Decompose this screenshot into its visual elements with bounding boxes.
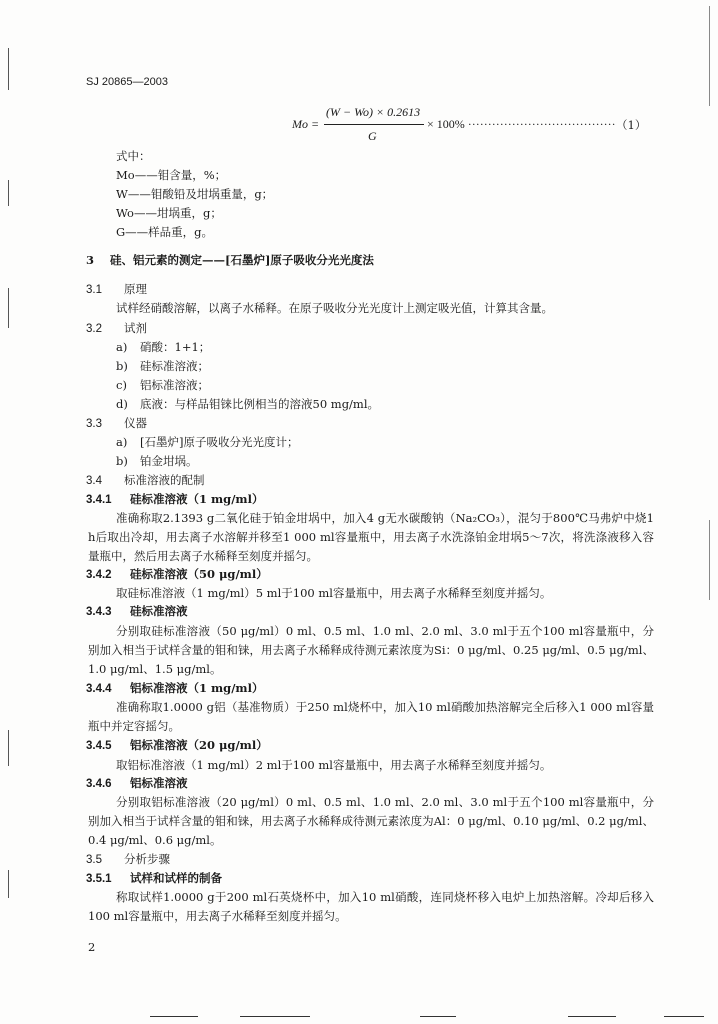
formula-lhs: Mo = (292, 117, 320, 131)
where-item: Mo——钼含量，%； (116, 168, 227, 182)
scan-edge-line (568, 1016, 616, 1017)
section-heading (86, 472, 205, 488)
scan-edge-line (8, 288, 9, 328)
list-item: b) 铂金坩埚。 (116, 454, 198, 468)
section-title: 硅、铝元素的测定——[石墨炉]原子吸收分光光度法 (110, 253, 374, 267)
section-number: 3.4.1 (86, 494, 112, 506)
section-title: 仪器 (124, 416, 147, 430)
scan-edge-line (240, 1016, 310, 1017)
scan-edge-line (8, 180, 9, 206)
section-heading (86, 281, 147, 297)
section-number: 3.4.5 (86, 740, 112, 752)
paragraph: 分别取硅标准溶液（50 μg/ml）0 ml、0.5 ml、1.0 ml、2.0 ml、3.0 ml于五个100 ml容量瓶中，分别加入相当于试样含量的钼和铼，用去离子水稀释成待测元素浓度为Si：0 μg/ml、0.25 μg/ml、0.5 μg/ml、1.0 μg/ml、1.5 μg/ml。 (88, 624, 654, 676)
list-item: a) 硝酸：1+1； (116, 340, 211, 354)
section-title: 标准溶液的配制 (124, 473, 205, 487)
scan-edge-line (8, 870, 9, 898)
scan-edge-line (8, 730, 9, 766)
section-number: 3.4.6 (86, 778, 112, 790)
formula-numerator: (W − Wo) × 0.2613 (326, 105, 421, 119)
fraction-bar (324, 124, 424, 125)
page-number: 2 (88, 940, 96, 954)
section-title: 铝标准溶液 (130, 776, 188, 790)
section-title: 试剂 (124, 321, 147, 335)
section-number: 3.5 (86, 854, 102, 866)
section-heading (86, 680, 263, 696)
formula-tail: × 100% ····································· (427, 117, 616, 131)
formula-denominator: G (368, 129, 377, 143)
section-heading (86, 252, 374, 268)
section-number: 3.4.4 (86, 683, 112, 695)
scan-edge-line (8, 48, 9, 90)
scan-edge-line (420, 1016, 456, 1017)
paragraph: 准确称取1.0000 g铝（基准物质）于250 ml烧杯中，加入10 ml硝酸加热溶解完全后移入1 000 ml容量瓶中并定容摇匀。 (88, 700, 654, 733)
scan-edge-line (664, 1016, 704, 1017)
list-item: a) [石墨炉]原子吸收分光光度计； (116, 435, 299, 449)
list-item: b) 硅标准溶液； (116, 359, 209, 373)
section-title: 硅标准溶液（50 μg/ml） (130, 567, 268, 581)
list-item: d) 底液：与样品钼铼比例相当的溶液50 mg/ml。 (116, 397, 380, 411)
list-item: c) 铝标准溶液； (116, 378, 209, 392)
scan-edge-line (709, 6, 710, 106)
section-heading (86, 737, 268, 753)
formula-number: （1） (616, 118, 647, 132)
section-heading (86, 320, 147, 336)
scan-edge-line (150, 1016, 198, 1017)
where-item: W——钼酸铅及坩埚重量，g； (116, 187, 274, 201)
paragraph: 称取试样1.0000 g于200 ml石英烧杯中，加入10 ml硝酸，连同烧杯移入电炉上加热溶解。冷却后移入100 ml容量瓶中，用去离子水稀释至刻度并摇匀。 (88, 890, 654, 923)
section-number: 3.3 (86, 418, 102, 430)
section-title: 铝标准溶液（20 μg/ml） (130, 738, 268, 752)
section-title: 硅标准溶液（1 mg/ml） (130, 492, 264, 506)
scan-edge-line (709, 520, 710, 600)
where-item: G——样品重，g。 (116, 225, 214, 239)
section-title: 分析步骤 (124, 852, 170, 866)
section-heading (86, 870, 222, 886)
section-title: 原理 (124, 282, 147, 296)
paragraph: 取铝标准溶液（1 mg/ml）2 ml于100 ml容量瓶中，用去离子水稀释至刻度并摇匀。 (116, 758, 552, 772)
where-item: Wo——坩埚重，g； (116, 206, 222, 220)
paragraph: 分别取铝标准溶液（20 μg/ml）0 ml、0.5 ml、1.0 ml、2.0 ml、3.0 ml于五个100 ml容量瓶中，分别加入相当于试样含量的钼和铼，用去离子水稀释成待测元素浓度为Al：0 μg/ml、0.10 μg/ml、0.2 μg/ml、0.4 μg/ml、0.6 μg/ml。 (88, 795, 654, 847)
section-number: 3.5.1 (86, 873, 112, 885)
section-heading (86, 851, 170, 867)
section-heading (86, 603, 188, 619)
where-label: 式中： (116, 149, 151, 163)
section-number: 3.4.2 (86, 569, 112, 581)
paragraph: 试样经硝酸溶解，以离子水稀释。在原子吸收分光光度计上测定吸光值，计算其含量。 (116, 301, 553, 315)
section-heading (86, 566, 268, 582)
section-title: 试样和试样的制备 (130, 871, 222, 885)
section-title: 硅标准溶液 (130, 604, 188, 618)
paragraph: 准确称取2.1393 g二氧化硅于铂金坩埚中，加入4 g无水碳酸钠（Na₂CO₃），混匀于800℃马弗炉中烧1 h后取出冷却，用去离子水溶解并移至1 000 ml容量瓶中，用去离子水洗涤铂金坩埚5～7次，将洗涤液移入容量瓶中，然后用去离子水稀释至刻度并摇匀。 (88, 511, 654, 563)
section-number: 3.2 (86, 323, 102, 335)
section-heading (86, 415, 147, 431)
document-code: SJ 20865—2003 (86, 76, 168, 88)
section-number: 3.4.3 (86, 606, 112, 618)
section-heading (86, 775, 188, 791)
section-number: 3 (86, 253, 95, 267)
paragraph: 取硅标准溶液（1 mg/ml）5 ml于100 ml容量瓶中，用去离子水稀释至刻度并摇匀。 (116, 586, 552, 600)
section-number: 3.1 (86, 284, 102, 296)
section-number: 3.4 (86, 475, 102, 487)
section-heading (86, 491, 263, 507)
section-title: 铝标准溶液（1 mg/ml） (130, 681, 264, 695)
